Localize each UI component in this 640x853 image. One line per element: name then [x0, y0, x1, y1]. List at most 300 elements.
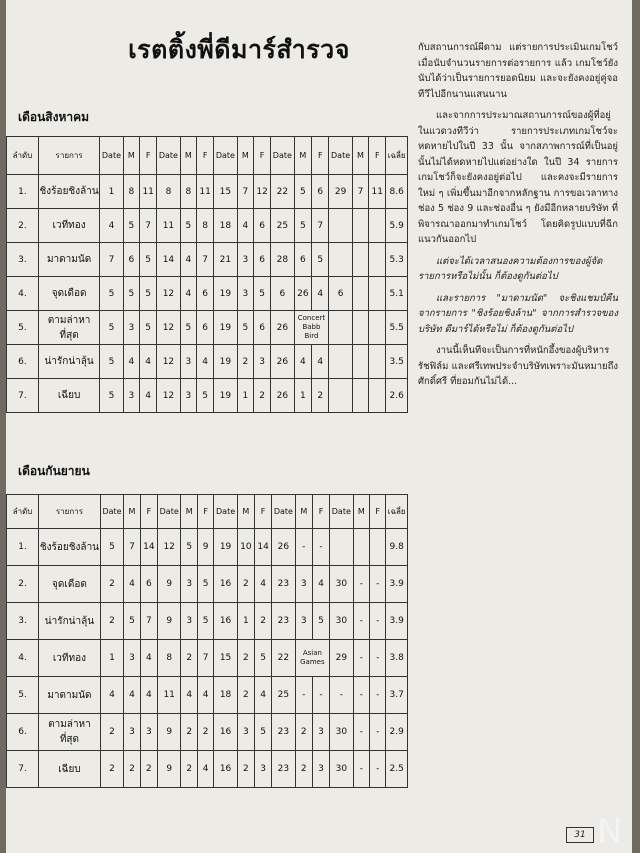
- value-cell: -: [353, 603, 370, 640]
- value-cell: 2: [100, 751, 123, 788]
- rank-cell: 2.: [7, 566, 39, 603]
- value-cell: 4: [140, 379, 157, 413]
- value-cell: 5: [294, 175, 312, 209]
- value-cell: 2.5: [386, 751, 408, 788]
- header-cell: F: [140, 137, 157, 175]
- value-cell: 4: [124, 566, 141, 603]
- header-cell: M: [180, 137, 196, 175]
- value-cell: 2.6: [386, 379, 408, 413]
- header-cell: F: [197, 137, 214, 175]
- value-cell: 21: [214, 243, 237, 277]
- value-cell: 23: [272, 714, 295, 751]
- value-cell: 5: [254, 640, 271, 677]
- table-row: [7, 175, 408, 209]
- value-cell: 6: [312, 175, 329, 209]
- rank-cell: 6.: [7, 714, 39, 751]
- value-cell: 4: [197, 677, 213, 714]
- table-row: [7, 640, 408, 677]
- september-heading: เดือนกันยายน: [18, 464, 90, 478]
- value-cell: 26: [294, 277, 312, 311]
- header-cell: F: [312, 495, 329, 529]
- header-cell: เฉลี่ย: [386, 495, 408, 529]
- program-name-cell: น่ารักน่าลุ้น: [39, 603, 101, 640]
- value-cell: 6: [197, 311, 214, 345]
- value-cell: 4: [124, 677, 141, 714]
- rank-cell: 5.: [7, 677, 39, 714]
- value-cell: [353, 529, 370, 566]
- value-cell: [329, 379, 352, 413]
- value-cell: -: [353, 640, 370, 677]
- value-cell: -: [370, 640, 386, 677]
- value-cell: 5: [123, 277, 139, 311]
- value-cell: 3: [180, 345, 196, 379]
- value-cell: 25: [272, 677, 295, 714]
- value-cell: 4: [294, 345, 312, 379]
- value-cell: 2: [181, 714, 198, 751]
- value-cell: 5: [312, 243, 329, 277]
- value-cell: 8: [197, 209, 214, 243]
- program-name-cell: ตามล่าหาที่สุด: [38, 311, 99, 345]
- value-cell: 3: [181, 566, 198, 603]
- value-cell: 5: [100, 529, 123, 566]
- value-cell: 7: [124, 529, 141, 566]
- value-cell: 2: [237, 345, 253, 379]
- value-cell: 2: [181, 751, 198, 788]
- rank-cell: 3.: [7, 603, 39, 640]
- value-cell: 5: [140, 243, 157, 277]
- value-cell: [329, 243, 352, 277]
- value-cell: 3: [295, 566, 312, 603]
- value-cell: -: [312, 677, 329, 714]
- article-paragraph: แต่จะได้เวลาสนองความต้องการของผู้จัดรายการหรือไม่นั้น ก็ต้องดูกันต่อไป: [418, 255, 603, 282]
- august-heading: เดือนสิงหาคม: [18, 110, 90, 124]
- value-cell: 1: [294, 379, 312, 413]
- program-name-cell: เฉียบ: [38, 379, 99, 413]
- value-cell: 4: [312, 345, 329, 379]
- value-cell: 4: [140, 640, 157, 677]
- article-paragraph: และจากการประมาณสถานการณ์ของผู้ที่อยู่ในแวดวงทีวีว่า รายการประเภทเกมโชว์จะหดหายไปในปี 33 นั้น จากสภาพการณ์ที่เป็นอยู่ นั้นไม่ได้หดหายไปแต่อย่างใด ในปี 34 รายการเกมโชว์ก็จะยังคงอยู่ต่อไป และคงจะมีรายการใหม่ ๆ เพิ่มขึ้นมาอีกจากหลักฐาน การขอเวลาทางช่อง 5 ช่อง 9 และช่องอื่น ๆ ยังมีอีกหลายบริษัท ที่พิจารณาออกมาทำเกมโชว์ โดยคิดรูปแบบที่ฉีกแนวกันออกไป: [418, 110, 618, 245]
- page-number: 31: [566, 827, 594, 843]
- september-ratings-table: [6, 494, 408, 788]
- value-cell: [329, 209, 352, 243]
- header-cell: Date: [272, 495, 295, 529]
- rank-cell: 6.: [7, 345, 39, 379]
- value-cell: 10: [237, 529, 254, 566]
- value-cell: 2: [100, 714, 123, 751]
- value-cell: -: [312, 529, 329, 566]
- article-paragraph: งานนี้เห็นทีจะเป็นการที่หนักอึ้งของผู้บริหาร รัชฟิล์ม และศรีเทพประจำบริษัทเพราะมันหมายถึงศักดิ์ศรี ที่ยอมกันไม่ได้...: [418, 345, 618, 387]
- value-cell: -: [370, 677, 386, 714]
- value-cell: 25: [271, 209, 294, 243]
- value-cell: -: [295, 529, 312, 566]
- value-cell: 5.3: [386, 243, 408, 277]
- program-name-cell: ตามล่าหาที่สุด: [39, 714, 101, 751]
- value-cell: 9: [197, 529, 213, 566]
- value-cell: 6: [254, 311, 271, 345]
- value-cell: 4: [100, 209, 123, 243]
- value-cell: 3: [312, 714, 329, 751]
- value-cell: 8: [157, 640, 180, 677]
- value-cell: 5: [254, 277, 271, 311]
- value-cell: [329, 345, 352, 379]
- value-cell: 9: [157, 566, 180, 603]
- value-cell: 7: [140, 209, 157, 243]
- header-cell: Date: [100, 137, 123, 175]
- header-cell: Date: [214, 137, 237, 175]
- value-cell: 5: [140, 311, 157, 345]
- header-cell: M: [353, 495, 370, 529]
- value-cell: 16: [214, 751, 237, 788]
- value-cell: 3: [254, 345, 271, 379]
- value-cell: 29: [329, 175, 352, 209]
- value-cell: [369, 277, 386, 311]
- value-cell: 1: [100, 640, 123, 677]
- header-cell: F: [369, 137, 386, 175]
- value-cell: 5: [123, 209, 139, 243]
- value-cell: 2: [312, 379, 329, 413]
- value-cell: -: [370, 751, 386, 788]
- value-cell: 2: [295, 751, 312, 788]
- value-cell: 4: [312, 277, 329, 311]
- value-cell: 15: [214, 175, 237, 209]
- value-cell: 2: [181, 640, 198, 677]
- value-cell: [352, 311, 368, 345]
- table-row: [7, 209, 408, 243]
- value-cell: 2: [237, 677, 254, 714]
- program-name-cell: เวทีทอง: [38, 209, 99, 243]
- value-cell: 26: [271, 345, 294, 379]
- program-name-cell: น่ารักน่าลุ้น: [38, 345, 99, 379]
- value-cell: [352, 379, 368, 413]
- value-cell: 4: [237, 209, 253, 243]
- value-cell: [352, 277, 368, 311]
- header-cell: ลำดับ: [7, 137, 39, 175]
- program-name-cell: มาดามนัด: [39, 677, 101, 714]
- value-cell: 5: [100, 277, 123, 311]
- value-cell: 2: [237, 566, 254, 603]
- value-cell: -: [353, 751, 370, 788]
- program-name-cell: ชิงร้อยชิงล้าน: [38, 175, 99, 209]
- value-cell: 12: [157, 379, 180, 413]
- value-cell: Concert Babb Bird: [294, 311, 329, 345]
- value-cell: 2: [254, 603, 271, 640]
- value-cell: 19: [214, 529, 237, 566]
- program-name-cell: ชิงร้อยชิงล้าน: [39, 529, 101, 566]
- value-cell: 12: [157, 277, 180, 311]
- value-cell: 8: [180, 175, 196, 209]
- value-cell: -: [353, 566, 370, 603]
- header-cell: Date: [157, 495, 180, 529]
- value-cell: 2: [295, 714, 312, 751]
- value-cell: 6: [254, 243, 271, 277]
- value-cell: 8.6: [386, 175, 408, 209]
- value-cell: 1: [237, 603, 254, 640]
- program-name-cell: เฉียบ: [39, 751, 101, 788]
- value-cell: 2: [100, 603, 123, 640]
- value-cell: 4: [254, 677, 271, 714]
- value-cell: 5: [237, 311, 253, 345]
- value-cell: 3.8: [386, 640, 408, 677]
- value-cell: 12: [254, 175, 271, 209]
- value-cell: 4: [140, 677, 157, 714]
- value-cell: 6: [329, 277, 352, 311]
- value-cell: 5: [294, 209, 312, 243]
- table-row: [7, 243, 408, 277]
- value-cell: 4: [123, 345, 139, 379]
- value-cell: [329, 311, 352, 345]
- value-cell: 5: [197, 379, 214, 413]
- value-cell: 7: [197, 243, 214, 277]
- program-name-cell: มาดามนัด: [38, 243, 99, 277]
- value-cell: [369, 379, 386, 413]
- value-cell: 4: [312, 566, 329, 603]
- value-cell: 14: [140, 529, 157, 566]
- value-cell: 5: [180, 209, 196, 243]
- value-cell: 5: [197, 566, 213, 603]
- value-cell: [352, 345, 368, 379]
- rank-cell: 4.: [7, 277, 39, 311]
- value-cell: 1: [237, 379, 253, 413]
- rank-cell: 3.: [7, 243, 39, 277]
- table-row: [7, 345, 408, 379]
- value-cell: 3: [312, 751, 329, 788]
- program-name-cell: จุดเดือด: [38, 277, 99, 311]
- magazine-page: [6, 0, 632, 853]
- value-cell: 5.9: [386, 209, 408, 243]
- value-cell: 16: [214, 566, 237, 603]
- value-cell: 2: [237, 640, 254, 677]
- value-cell: 6: [254, 209, 271, 243]
- value-cell: 9: [157, 751, 180, 788]
- value-cell: 3: [180, 379, 196, 413]
- value-cell: 5.5: [386, 311, 408, 345]
- value-cell: 23: [272, 566, 295, 603]
- value-cell: 5: [312, 603, 329, 640]
- value-cell: [369, 345, 386, 379]
- program-name-cell: เวทีทอง: [39, 640, 101, 677]
- value-cell: 11: [140, 175, 157, 209]
- value-cell: 12: [157, 529, 180, 566]
- value-cell: 6: [197, 277, 214, 311]
- value-cell: Asian Games: [295, 640, 329, 677]
- value-cell: 9: [157, 603, 180, 640]
- header-cell: Date: [157, 137, 180, 175]
- value-cell: 6: [123, 243, 139, 277]
- page-title: เรตติ้งพี่ดีมาร์สำรวจ: [128, 35, 350, 64]
- value-cell: 4: [140, 345, 157, 379]
- value-cell: -: [370, 566, 386, 603]
- header-cell: รายการ: [39, 495, 101, 529]
- value-cell: 5: [100, 311, 123, 345]
- value-cell: 30: [330, 751, 353, 788]
- value-cell: -: [370, 714, 386, 751]
- value-cell: 14: [157, 243, 180, 277]
- value-cell: 1: [100, 175, 123, 209]
- value-cell: 5.1: [386, 277, 408, 311]
- value-cell: 7: [237, 175, 253, 209]
- value-cell: 5: [140, 277, 157, 311]
- value-cell: 30: [330, 714, 353, 751]
- table-row: [7, 277, 408, 311]
- rank-cell: 1.: [7, 529, 39, 566]
- value-cell: 3: [254, 751, 271, 788]
- value-cell: 5: [254, 714, 271, 751]
- value-cell: [369, 311, 386, 345]
- value-cell: 2: [254, 379, 271, 413]
- header-cell: เฉลี่ย: [386, 137, 408, 175]
- table-row: [7, 311, 408, 345]
- value-cell: 4: [100, 677, 123, 714]
- value-cell: -: [330, 677, 353, 714]
- value-cell: 7: [312, 209, 329, 243]
- value-cell: 19: [214, 277, 237, 311]
- value-cell: 3: [237, 714, 254, 751]
- table-row: [7, 714, 408, 751]
- value-cell: 3: [181, 603, 198, 640]
- value-cell: 2: [237, 751, 254, 788]
- value-cell: 3: [295, 603, 312, 640]
- value-cell: 3: [124, 714, 141, 751]
- header-cell: Date: [330, 495, 353, 529]
- value-cell: 16: [214, 603, 237, 640]
- header-cell: M: [294, 137, 312, 175]
- value-cell: 11: [369, 175, 386, 209]
- value-cell: 7: [352, 175, 368, 209]
- article-paragraph: และรายการ "มาดามนัด" จะชิงแชมป์คืน จากรายการ "ชิงร้อยชิงล้าน" จากการสำรวจของบริษัท ดีมาร์ได้หรือไม่ ก็ต้องดูกันต่อไป: [418, 292, 618, 335]
- value-cell: 11: [197, 175, 214, 209]
- value-cell: 5: [197, 603, 213, 640]
- rank-cell: 4.: [7, 640, 39, 677]
- value-cell: 19: [214, 311, 237, 345]
- value-cell: 15: [214, 640, 237, 677]
- table-row: [7, 529, 408, 566]
- corner-mark: N: [597, 812, 623, 852]
- value-cell: 3.9: [386, 566, 408, 603]
- value-cell: 18: [214, 677, 237, 714]
- header-cell: F: [370, 495, 386, 529]
- value-cell: 4: [254, 566, 271, 603]
- rank-cell: 5.: [7, 311, 39, 345]
- value-cell: 18: [214, 209, 237, 243]
- table-row: [7, 603, 408, 640]
- value-cell: 19: [214, 345, 237, 379]
- value-cell: 3.5: [386, 345, 408, 379]
- value-cell: 26: [272, 529, 295, 566]
- header-cell: M: [352, 137, 368, 175]
- header-cell: M: [124, 495, 141, 529]
- value-cell: -: [370, 603, 386, 640]
- value-cell: 2: [197, 714, 213, 751]
- value-cell: 4: [180, 243, 196, 277]
- value-cell: 26: [271, 311, 294, 345]
- value-cell: 5: [180, 311, 196, 345]
- value-cell: -: [295, 677, 312, 714]
- value-cell: 12: [157, 345, 180, 379]
- value-cell: 6: [271, 277, 294, 311]
- value-cell: [369, 209, 386, 243]
- value-cell: 19: [214, 379, 237, 413]
- rank-cell: 7.: [7, 751, 39, 788]
- header-cell: Date: [214, 495, 237, 529]
- value-cell: 30: [330, 566, 353, 603]
- header-cell: M: [123, 137, 139, 175]
- value-cell: 22: [272, 640, 295, 677]
- value-cell: 5: [181, 529, 198, 566]
- value-cell: 3: [140, 714, 157, 751]
- value-cell: 3: [124, 640, 141, 677]
- value-cell: 14: [254, 529, 271, 566]
- value-cell: 2: [124, 751, 141, 788]
- value-cell: 2: [100, 566, 123, 603]
- article-paragraph: กับสถานการณ์ผีดาม แต่รายการประเมินเกมโชว์ เมื่อนับจำนวนรายการต่อรายการ แล้ว เกมโชว์ยังนับได้ว่าเป็นรายการยอดนิยม และจะยังคงอยู่คู่จอทีวีไปอีกนานแสนนาน: [418, 42, 618, 100]
- value-cell: [369, 243, 386, 277]
- value-cell: [330, 529, 353, 566]
- value-cell: 8: [157, 175, 180, 209]
- program-name-cell: จุดเดือด: [39, 566, 101, 603]
- value-cell: [352, 209, 368, 243]
- header-cell: M: [295, 495, 312, 529]
- value-cell: [352, 243, 368, 277]
- header-cell: M: [237, 137, 253, 175]
- value-cell: 3.9: [386, 603, 408, 640]
- value-cell: 4: [197, 751, 213, 788]
- value-cell: 7: [197, 640, 213, 677]
- value-cell: 4: [181, 677, 198, 714]
- header-cell: M: [237, 495, 254, 529]
- value-cell: 11: [157, 209, 180, 243]
- value-cell: 5: [100, 345, 123, 379]
- value-cell: 12: [157, 311, 180, 345]
- value-cell: 7: [100, 243, 123, 277]
- value-cell: 4: [197, 345, 214, 379]
- header-cell: F: [197, 495, 213, 529]
- value-cell: 4: [180, 277, 196, 311]
- header-cell: ลำดับ: [7, 495, 39, 529]
- value-cell: 30: [330, 603, 353, 640]
- value-cell: 16: [214, 714, 237, 751]
- value-cell: 2: [140, 751, 157, 788]
- header-cell: F: [140, 495, 157, 529]
- value-cell: 5: [100, 379, 123, 413]
- value-cell: [370, 529, 386, 566]
- table-row: [7, 566, 408, 603]
- value-cell: 23: [272, 751, 295, 788]
- value-cell: 8: [123, 175, 139, 209]
- table-row: [7, 751, 408, 788]
- value-cell: 6: [140, 566, 157, 603]
- value-cell: 28: [271, 243, 294, 277]
- table-row: [7, 379, 408, 413]
- rank-cell: 2.: [7, 209, 39, 243]
- august-ratings-table: [6, 136, 408, 413]
- value-cell: -: [353, 677, 370, 714]
- header-cell: รายการ: [38, 137, 99, 175]
- header-cell: F: [254, 495, 271, 529]
- value-cell: 3.7: [386, 677, 408, 714]
- value-cell: 7: [140, 603, 157, 640]
- header-cell: Date: [271, 137, 294, 175]
- header-cell: M: [181, 495, 198, 529]
- value-cell: 23: [272, 603, 295, 640]
- article-column: [418, 40, 618, 396]
- value-cell: 3: [123, 379, 139, 413]
- header-cell: Date: [100, 495, 123, 529]
- value-cell: 6: [294, 243, 312, 277]
- value-cell: 9: [157, 714, 180, 751]
- value-cell: 9.8: [386, 529, 408, 566]
- header-cell: Date: [329, 137, 352, 175]
- value-cell: 5: [124, 603, 141, 640]
